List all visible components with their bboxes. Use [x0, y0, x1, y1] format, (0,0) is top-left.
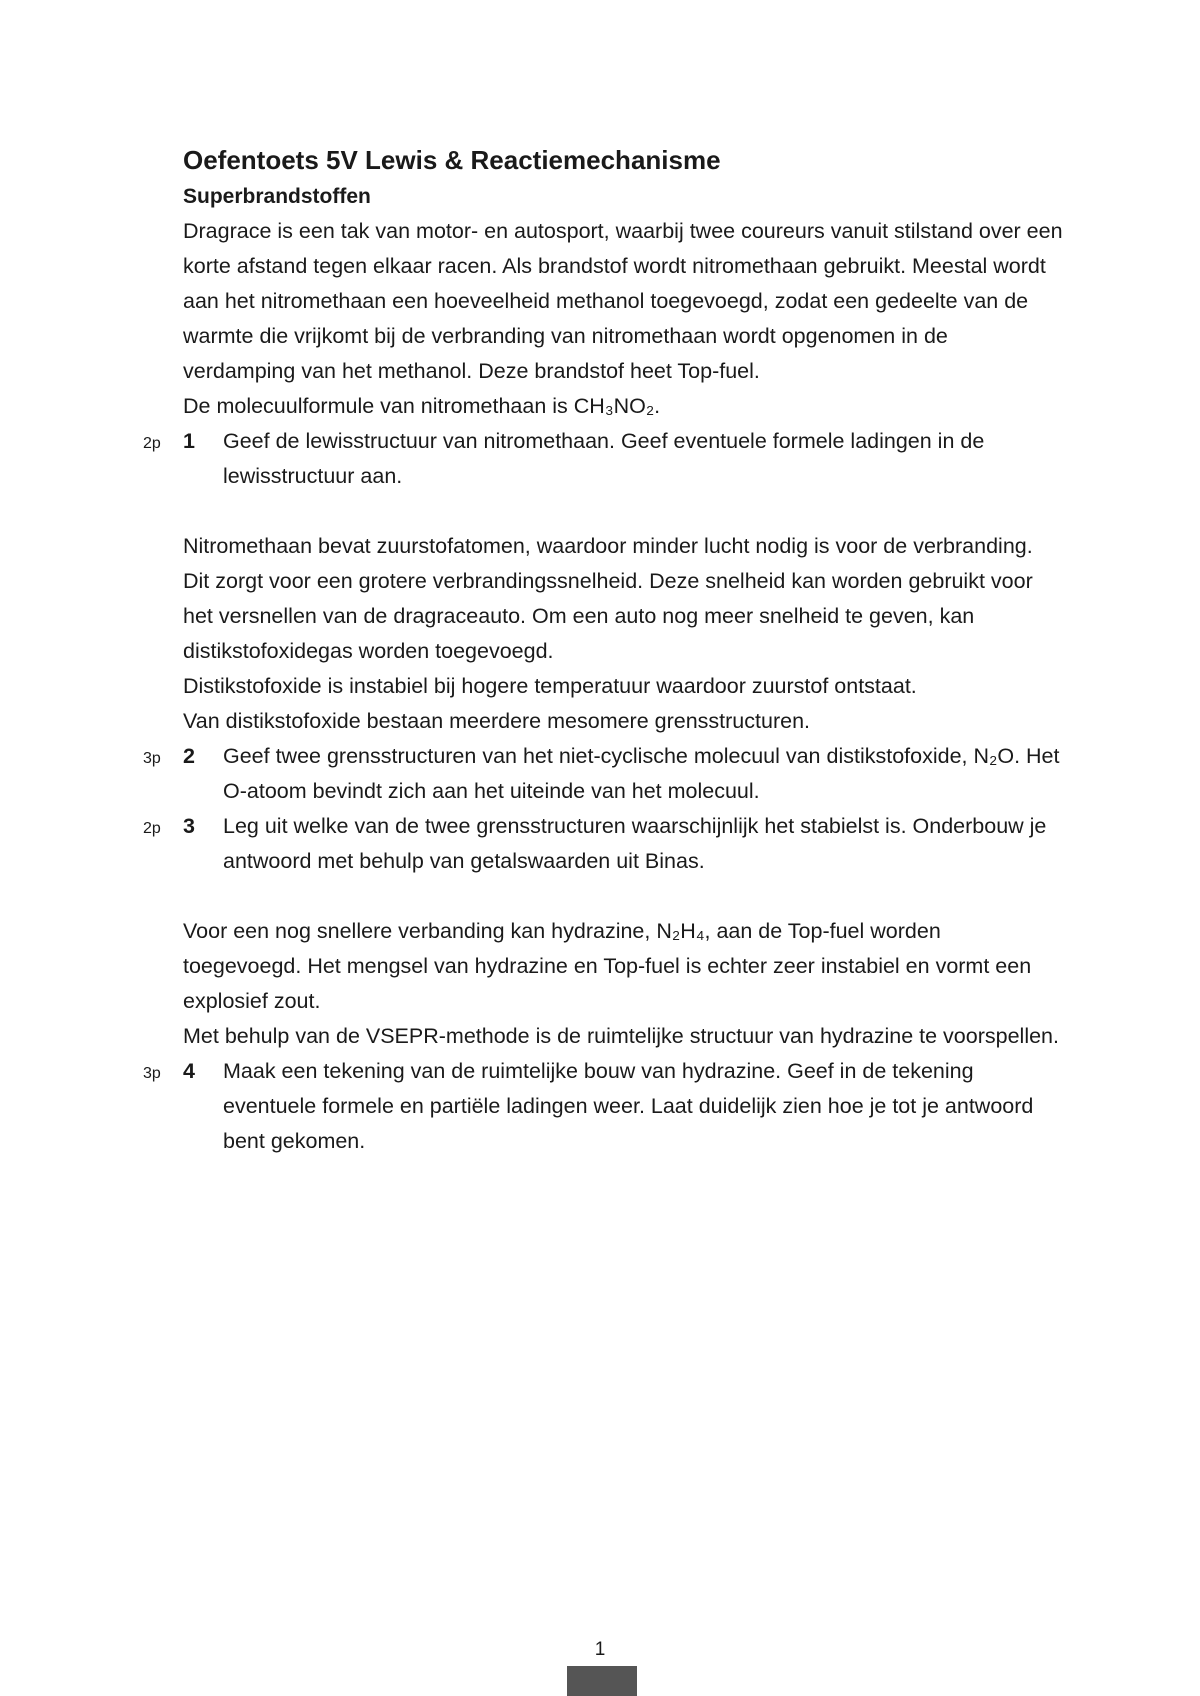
- section3-paragraph-1: Voor een nog snellere verbanding kan hydrazine, N₂H₄, aan de Top-fuel worden toegevoegd. Het mengsel van hydrazine en Top-fuel is echter zeer instabiel en vormt een explosief zout.: [183, 919, 1032, 1013]
- question-3: [143, 809, 1063, 879]
- section2-paragraph-1: Nitromethaan bevat zuurstofatomen, waardoor minder lucht nodig is voor de verbranding. Dit zorgt voor een grotere verbrandingssnelheid. Deze snelheid kan worden gebruikt voor het versnellen van de dragraceauto. Om een auto nog meer snelheid te geven, kan distikstofoxidegas worden toegevoegd.: [183, 534, 1033, 663]
- question-number: 2: [183, 744, 195, 768]
- question-number: 3: [183, 814, 195, 838]
- question-2: [143, 739, 1063, 809]
- page-number: 1: [594, 1639, 606, 1660]
- question-4: [143, 1054, 1063, 1159]
- question-points: 2p: [143, 820, 161, 837]
- question-number: 4: [183, 1059, 195, 1083]
- section2-paragraph-3: Van distikstofoxide bestaan meerdere mesomere grensstructuren.: [183, 709, 810, 733]
- page-title: Oefentoets 5V Lewis & Reactiemechanisme: [183, 145, 721, 175]
- document-content: [143, 140, 1063, 1159]
- formula-line: De molecuulformule van nitromethaan is CH₃NO₂.: [183, 394, 661, 418]
- intro-paragraph: Dragrace is een tak van motor- en autosport, waarbij twee coureurs vanuit stilstand over een korte afstand tegen elkaar racen. Als brandstof wordt nitromethaan gebruikt. Meestal wordt aan het nitromethaan een hoeveelheid methanol toegevoegd, zodat een gedeelte van de warmte die vrijkomt bij de verbranding van nitromethaan wordt opgenomen in de verdamping van het methanol. Deze brandstof heet Top-fuel.: [183, 219, 1063, 383]
- section2-paragraph-2: Distikstofoxide is instabiel bij hogere temperatuur waardoor zuurstof ontstaat.: [183, 674, 917, 698]
- question-1: [143, 424, 1063, 494]
- spacer: [183, 494, 1063, 529]
- question-text: Maak een tekening van de ruimtelijke bouw van hydrazine. Geef in de tekening eventuele formele en partiële ladingen weer. Laat duidelijk zien hoe je tot je antwoord bent gekomen.: [223, 1059, 1034, 1153]
- question-text: Leg uit welke van de twee grensstructuren waarschijnlijk het stabielst is. Onderbouw je antwoord met behulp van getalswaarden uit Binas.: [223, 814, 1047, 873]
- question-points: 3p: [143, 1065, 161, 1082]
- question-number: 1: [183, 429, 195, 453]
- question-points: 2p: [143, 435, 161, 452]
- question-points: 3p: [143, 750, 161, 767]
- section-subtitle: Superbrandstoffen: [183, 185, 371, 208]
- footer-bar: [567, 1666, 637, 1696]
- spacer: [183, 879, 1063, 914]
- section3-paragraph-2: Met behulp van de VSEPR-methode is de ruimtelijke structuur van hydrazine te voorspellen.: [183, 1024, 1059, 1048]
- question-text: Geef twee grensstructuren van het niet-cyclische molecuul van distikstofoxide, N₂O. Het O-atoom bevindt zich aan het uiteinde van het molecuul.: [223, 744, 1060, 803]
- question-text: Geef de lewisstructuur van nitromethaan. Geef eventuele formele ladingen in de lewisstructuur aan.: [223, 429, 985, 488]
